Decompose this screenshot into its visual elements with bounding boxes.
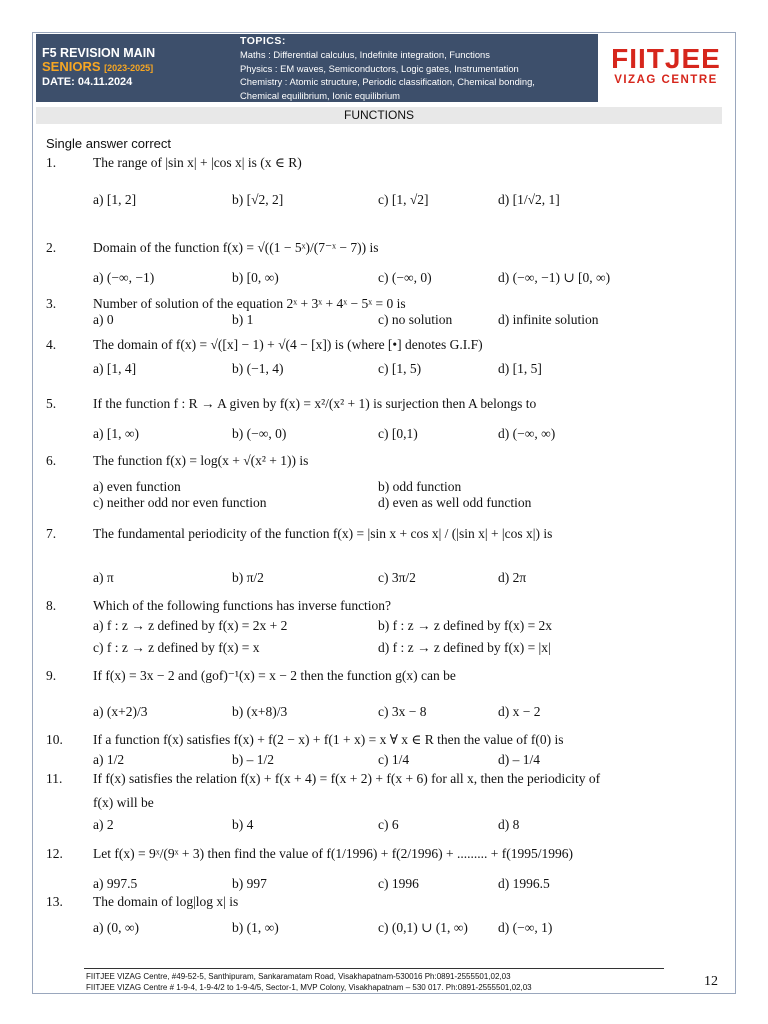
option-a: a) [1, ∞) — [93, 426, 139, 441]
option-d: d) [1/√2, 1] — [498, 192, 560, 207]
option-a: a) [1, 2] — [93, 192, 137, 207]
option-d: d) (−∞, −1) ∪ [0, ∞) — [498, 270, 611, 285]
option-c: c) neither odd nor even function — [93, 495, 267, 510]
topic-line: Chemical equilibrium, Ionic equilibrium — [240, 89, 400, 101]
option-c: c) 1996 — [378, 876, 419, 891]
option-d: d) – 1/4 — [498, 752, 540, 767]
option-d: d) even as well odd function — [378, 495, 532, 510]
option-d: d) infinite solution — [498, 312, 599, 327]
question-number: 3. — [46, 296, 57, 311]
question-number: 5. — [46, 396, 57, 411]
question-number: 8. — [46, 598, 57, 613]
exam-date: DATE: 04.11.2024 — [42, 76, 133, 88]
question-number: 4. — [46, 337, 57, 352]
logo-subtext: VIZAG CENTRE — [614, 74, 718, 86]
option-d: d) f : z → z defined by f(x) = |x| — [378, 640, 551, 655]
question-number: 9. — [46, 668, 57, 683]
option-b: b) – 1/2 — [232, 752, 274, 767]
option-a: a) (−∞, −1) — [93, 270, 155, 285]
option-b: b) (−∞, 0) — [232, 426, 287, 441]
option-b: b) π/2 — [232, 570, 264, 585]
exam-title: F5 REVISION MAIN — [42, 46, 156, 60]
question-stem: Which of the following functions has inverse function? — [93, 598, 392, 613]
question-stem: The range of |sin x| + |cos x| is (x ∈ R) — [93, 155, 302, 170]
option-d: d) 8 — [498, 817, 520, 832]
option-b: b) f : z → z defined by f(x) = 2x — [378, 618, 553, 633]
option-b: b) [√2, 2] — [232, 192, 284, 207]
question-number: 13. — [46, 894, 63, 909]
option-d: d) 2π — [498, 570, 527, 585]
question-stem: Domain of the function f(x) = √((1 − 5ˣ)/(7⁻ˣ − 7)) is — [93, 240, 379, 255]
page-number: 12 — [704, 974, 718, 989]
option-c: c) 1/4 — [378, 752, 410, 767]
question-stem: The domain of log|log x| is — [93, 894, 239, 909]
question-stem: Number of solution of the equation 2ˣ + 3ˣ + 4ˣ − 5ˣ = 0 is — [93, 296, 406, 311]
footer-address-1: FIITJEE VIZAG Centre, #49-52-5, Santhipuram, Sankaramatam Road, Visakhapatnam-530016 Ph:0891-2555501,02,03 — [86, 972, 511, 981]
option-b: b) 4 — [232, 817, 254, 832]
option-a: a) 0 — [93, 312, 114, 327]
option-a: a) 1/2 — [93, 752, 125, 767]
question-number: 2. — [46, 240, 57, 255]
footer-address-2: FIITJEE VIZAG Centre # 1-9-4, 1-9-4/2 to 1-9-4/5, Sector-1, MVP Colony, Visakhapatnam – 530 017. Ph:0891-2555501,02,03 — [86, 983, 532, 992]
option-c: c) (−∞, 0) — [378, 270, 432, 285]
option-a: a) 2 — [93, 817, 114, 832]
option-d: d) 1996.5 — [498, 876, 550, 891]
option-c: c) [0,1) — [378, 426, 418, 441]
option-c: c) no solution — [378, 312, 453, 327]
logo-text: FIITJEE — [611, 43, 721, 74]
option-c: c) 3π/2 — [378, 570, 416, 585]
fiitjee-logo — [600, 34, 732, 102]
topic-line: Chemistry : Atomic structure, Periodic classification, Chemical bonding, — [240, 76, 535, 88]
question-number: 1. — [46, 155, 57, 170]
option-c: c) 6 — [378, 817, 399, 832]
question-number: 6. — [46, 453, 57, 468]
question-stem: The function f(x) = log(x + √(x² + 1)) is — [93, 453, 309, 468]
question-stem: The domain of f(x) = √([x] − 1) + √(4 − [x]) is (where [•] denotes G.I.F) — [93, 337, 483, 352]
option-c: c) (0,1) ∪ (1, ∞) — [378, 920, 468, 935]
option-b: b) 1 — [232, 312, 254, 327]
option-c: c) [1, √2] — [378, 192, 429, 207]
option-a: a) f : z → z defined by f(x) = 2x + 2 — [93, 618, 288, 633]
option-a: a) 997.5 — [93, 876, 138, 891]
topic-line: Maths : Differential calculus, Indefinite integration, Functions — [240, 49, 490, 61]
option-c: c) [1, 5) — [378, 361, 422, 376]
header-banner — [36, 34, 598, 102]
question-stem: If the function f : R → A given by f(x) = x²/(x² + 1) is surjection then A belongs to — [93, 396, 537, 411]
option-a: a) (0, ∞) — [93, 920, 139, 935]
option-d: d) [1, 5] — [498, 361, 542, 376]
header-left — [42, 46, 155, 89]
question-number: 10. — [46, 732, 63, 747]
question-stem: If a function f(x) satisfies f(x) + f(2 − x) + f(1 + x) = x ∀ x ∈ R then the value of f(0) is — [93, 732, 564, 747]
question-number: 7. — [46, 526, 57, 541]
option-b: b) (−1, 4) — [232, 361, 284, 376]
option-c: c) f : z → z defined by f(x) = x — [93, 640, 260, 655]
question-type-heading: Single answer correct — [46, 136, 171, 151]
batch-years: [2023-2025] — [104, 63, 154, 73]
topics-title: TOPICS: — [240, 35, 286, 47]
option-d: d) x − 2 — [498, 704, 541, 719]
option-b: b) [0, ∞) — [232, 270, 279, 285]
topics-block — [240, 35, 535, 102]
topic-line: Physics : EM waves, Semiconductors, Logic gates, Instrumentation — [240, 62, 519, 74]
option-b: b) (1, ∞) — [232, 920, 279, 935]
section-title: FUNCTIONS — [36, 107, 722, 124]
option-b: b) (x+8)/3 — [232, 704, 288, 719]
question-stem: Let f(x) = 9ˣ/(9ˣ + 3) then find the value of f(1/1996) + f(2/1996) + ......... + f(1995/1996) — [93, 846, 574, 861]
option-a: a) (x+2)/3 — [93, 704, 148, 719]
question-stem: If f(x) = 3x − 2 and (gof)⁻¹(x) = x − 2 then the function g(x) can be — [93, 668, 456, 683]
question-number: 12. — [46, 846, 63, 861]
option-d: d) (−∞, ∞) — [498, 426, 556, 441]
option-b: b) odd function — [378, 479, 462, 494]
option-a: a) π — [93, 570, 114, 585]
option-a: a) even function — [93, 479, 181, 494]
footer-rule — [84, 968, 664, 969]
question-stem: The fundamental periodicity of the function f(x) = |sin x + cos x| / (|sin x| + |cos x|) is — [93, 526, 553, 541]
question-stem-continued: f(x) will be — [93, 795, 154, 810]
option-a: a) [1, 4] — [93, 361, 137, 376]
option-b: b) 997 — [232, 876, 267, 891]
question-number: 11. — [46, 771, 63, 786]
question-stem: If f(x) satisfies the relation f(x) + f(x + 4) = f(x + 2) + f(x + 6) for all x, then the periodicity of — [93, 771, 601, 786]
option-d: d) (−∞, 1) — [498, 920, 553, 935]
batch-label: SENIORS [2023-2025] — [42, 59, 154, 74]
option-c: c) 3x − 8 — [378, 704, 427, 719]
